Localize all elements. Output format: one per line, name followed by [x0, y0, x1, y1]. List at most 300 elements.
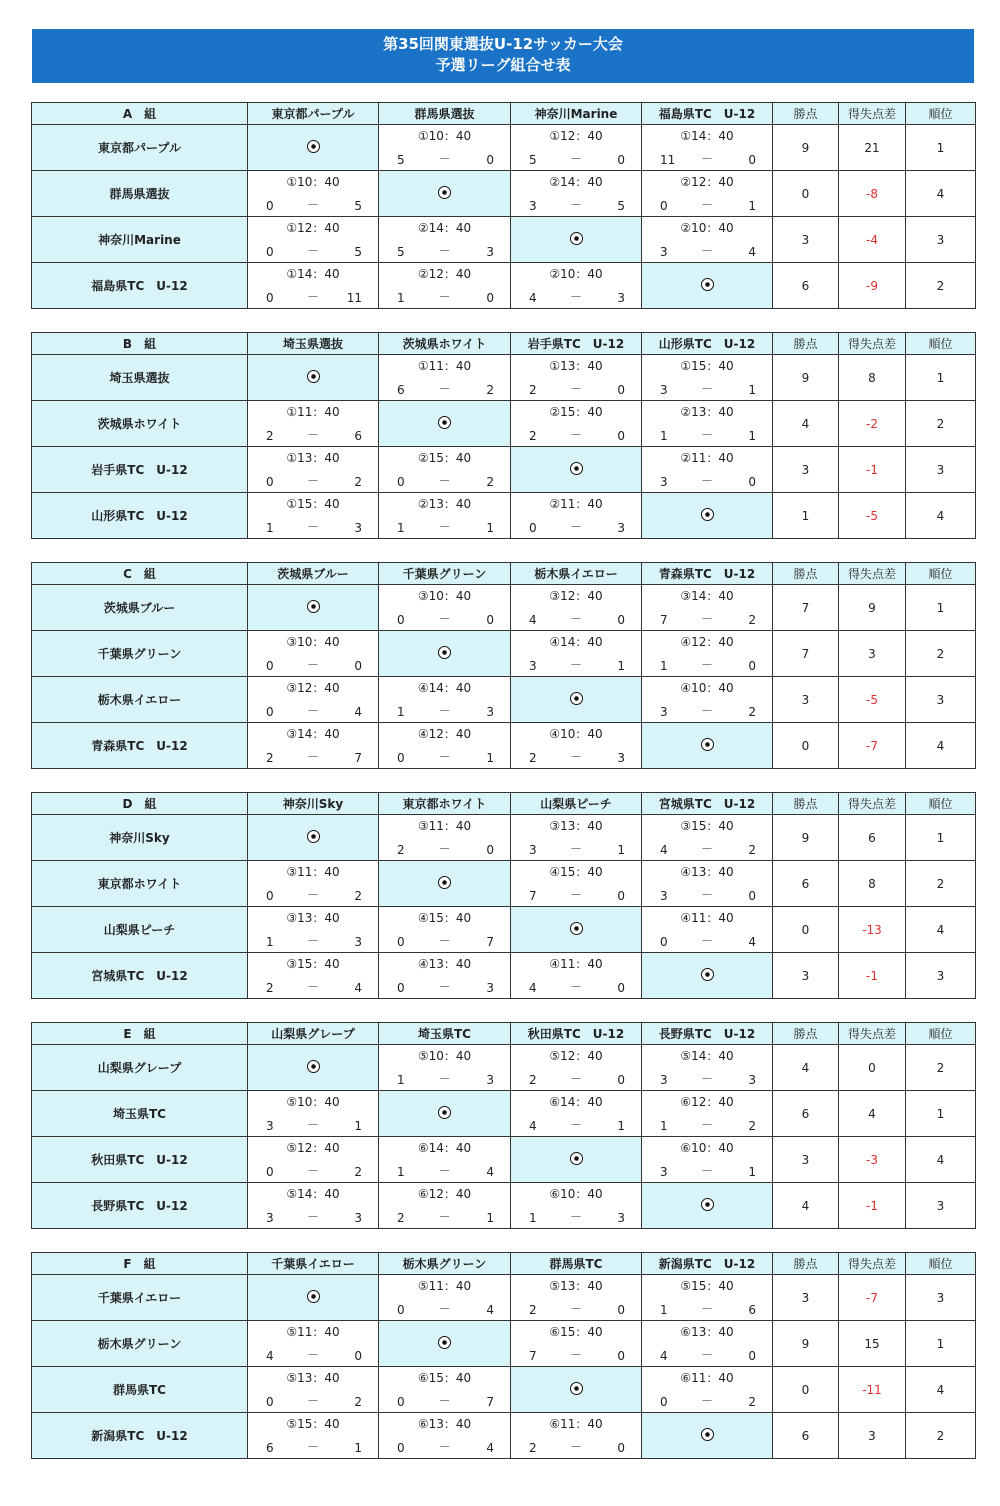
score-dash: － [438, 704, 451, 718]
soccer-ball-icon [570, 462, 583, 475]
score-away: 4 [748, 935, 756, 949]
score-dash: － [700, 198, 713, 212]
points-value: 0 [773, 907, 839, 953]
match-cell [379, 723, 511, 769]
match-cell [642, 447, 773, 493]
self-match-cell [248, 355, 379, 401]
soccer-ball-icon [307, 600, 320, 613]
match-cell [642, 861, 773, 907]
row-team-name: 青森県TC U-12 [32, 723, 248, 769]
match-cell [248, 1413, 379, 1459]
score-away: 1 [486, 521, 494, 535]
table-row [32, 1413, 976, 1459]
score-home: 2 [397, 843, 405, 857]
score-dash: － [569, 1118, 582, 1132]
match-time: ④10：40 [549, 727, 603, 741]
score-home: 0 [266, 199, 274, 213]
score-home: 0 [397, 1395, 405, 1409]
row-team-name: 岩手県TC U-12 [32, 447, 248, 493]
match-cell [511, 263, 642, 309]
goal-diff-value: -11 [839, 1367, 906, 1413]
score-dash: － [306, 704, 319, 718]
match-cell [642, 1091, 773, 1137]
soccer-ball-icon [570, 692, 583, 705]
goal-diff-value: 3 [839, 1413, 906, 1459]
score-away: 0 [748, 659, 756, 673]
match-cell [248, 861, 379, 907]
score-home: 2 [397, 1211, 405, 1225]
score-away: 2 [748, 613, 756, 627]
soccer-ball-icon [438, 186, 451, 199]
points-value: 4 [773, 401, 839, 447]
match-time: ②13：40 [680, 405, 734, 419]
score-away: 5 [354, 245, 362, 259]
score-home: 1 [660, 429, 668, 443]
score-dash: － [700, 704, 713, 718]
score-home: 0 [660, 935, 668, 949]
score-dash: － [438, 290, 451, 304]
row-team-name: 千葉県イエロー [32, 1275, 248, 1321]
self-match-cell [642, 723, 773, 769]
group-table [31, 1022, 975, 1229]
points-value: 0 [773, 171, 839, 217]
score-dash: － [438, 382, 451, 396]
score-dash: － [569, 750, 582, 764]
points-header: 勝点 [773, 103, 839, 125]
score-away: 3 [617, 521, 625, 535]
match-cell [248, 1183, 379, 1229]
score-dash: － [700, 244, 713, 258]
match-cell [511, 1413, 642, 1459]
match-time: ②10：40 [680, 221, 734, 235]
row-team-name: 埼玉県選抜 [32, 355, 248, 401]
score-dash: － [700, 934, 713, 948]
table-row [32, 907, 976, 953]
group-table [31, 102, 975, 309]
score-dash: － [306, 1348, 319, 1362]
goal-diff-value: -1 [839, 1183, 906, 1229]
points-value: 9 [773, 1321, 839, 1367]
match-cell [511, 1045, 642, 1091]
goal-diff-value: -2 [839, 401, 906, 447]
match-time: ②14：40 [549, 175, 603, 189]
score-dash: － [569, 888, 582, 902]
rank-value: 1 [906, 125, 976, 171]
match-time: ⑤14：40 [286, 1187, 340, 1201]
goal-diff-value: 3 [839, 631, 906, 677]
match-cell [379, 953, 511, 999]
score-home: 5 [529, 153, 537, 167]
match-time: ①12：40 [549, 129, 603, 143]
match-time: ④11：40 [549, 957, 603, 971]
self-match-cell [642, 263, 773, 309]
match-time: ⑤12：40 [549, 1049, 603, 1063]
group-table [31, 1252, 975, 1459]
goal-diff-header: 得失点差 [839, 563, 906, 585]
self-match-cell [379, 861, 511, 907]
self-match-cell [511, 1367, 642, 1413]
soccer-ball-icon [438, 416, 451, 429]
score-home: 3 [660, 1165, 668, 1179]
score-dash: － [569, 382, 582, 396]
row-team-name: 長野県TC U-12 [32, 1183, 248, 1229]
self-match-cell [248, 815, 379, 861]
score-dash: － [306, 1118, 319, 1132]
rank-value: 2 [906, 861, 976, 907]
match-cell [248, 493, 379, 539]
table-row [32, 1045, 976, 1091]
match-cell [248, 1367, 379, 1413]
match-cell [379, 1045, 511, 1091]
goal-diff-value: -5 [839, 677, 906, 723]
points-value: 0 [773, 723, 839, 769]
points-header: 勝点 [773, 563, 839, 585]
score-dash: － [438, 1440, 451, 1454]
match-time: ③11：40 [417, 819, 472, 833]
match-cell [379, 447, 511, 493]
score-home: 4 [660, 843, 668, 857]
row-team-name: 山梨県ピーチ [32, 907, 248, 953]
score-away: 2 [354, 475, 362, 489]
score-home: 0 [660, 1395, 668, 1409]
score-home: 3 [529, 199, 537, 213]
goal-diff-value: 9 [839, 585, 906, 631]
score-dash: － [700, 1072, 713, 1086]
table-row [32, 677, 976, 723]
match-cell [379, 815, 511, 861]
points-value: 4 [773, 1183, 839, 1229]
score-away: 1 [617, 659, 625, 673]
score-home: 1 [266, 935, 274, 949]
goal-diff-value: 8 [839, 355, 906, 401]
soccer-ball-icon [438, 876, 451, 889]
score-dash: － [569, 290, 582, 304]
match-cell [642, 815, 773, 861]
score-away: 4 [354, 981, 362, 995]
score-home: 2 [266, 751, 274, 765]
score-dash: － [306, 428, 319, 442]
goal-diff-value: -5 [839, 493, 906, 539]
score-dash: － [438, 1164, 451, 1178]
self-match-cell [642, 1183, 773, 1229]
rank-value: 4 [906, 493, 976, 539]
goal-diff-header: 得失点差 [839, 1253, 906, 1275]
score-dash: － [700, 1348, 713, 1362]
score-dash: － [700, 888, 713, 902]
score-away: 0 [486, 291, 494, 305]
column-team-header: 神奈川Marine [511, 103, 642, 125]
score-home: 0 [397, 475, 405, 489]
table-row [32, 125, 976, 171]
self-match-cell [379, 171, 511, 217]
rank-value: 3 [906, 1275, 976, 1321]
table-row [32, 1367, 976, 1413]
points-header: 勝点 [773, 333, 839, 355]
self-match-cell [248, 1275, 379, 1321]
soccer-ball-icon [701, 1198, 714, 1211]
rank-value: 4 [906, 1367, 976, 1413]
match-cell [248, 263, 379, 309]
score-home: 0 [397, 613, 405, 627]
score-home: 4 [660, 1349, 668, 1363]
rank-value: 4 [906, 1137, 976, 1183]
score-home: 4 [529, 613, 537, 627]
table-row [32, 861, 976, 907]
score-home: 4 [529, 1119, 537, 1133]
match-time: ③10：40 [286, 635, 340, 649]
rank-header: 順位 [906, 333, 976, 355]
score-home: 2 [529, 383, 537, 397]
score-away: 4 [486, 1303, 494, 1317]
match-cell [511, 723, 642, 769]
score-home: 3 [660, 705, 668, 719]
score-away: 2 [354, 889, 362, 903]
score-dash: － [306, 198, 319, 212]
rank-header: 順位 [906, 563, 976, 585]
score-away: 0 [617, 383, 625, 397]
column-team-header: 山形県TC U-12 [642, 333, 773, 355]
match-cell [511, 493, 642, 539]
points-value: 6 [773, 263, 839, 309]
group-tables [31, 102, 975, 1482]
score-home: 0 [266, 889, 274, 903]
match-time: ⑥15：40 [549, 1325, 603, 1339]
row-team-name: 宮城県TC U-12 [32, 953, 248, 999]
score-dash: － [569, 842, 582, 856]
points-value: 4 [773, 1045, 839, 1091]
match-time: ⑥14：40 [549, 1095, 603, 1109]
score-dash: － [700, 658, 713, 672]
score-away: 0 [617, 981, 625, 995]
soccer-ball-icon [307, 1290, 320, 1303]
score-away: 1 [486, 751, 494, 765]
score-home: 3 [660, 383, 668, 397]
match-time: ②11：40 [549, 497, 603, 511]
table-row [32, 1183, 976, 1229]
score-away: 3 [486, 245, 494, 259]
column-team-header: 栃木県グリーン [379, 1253, 511, 1275]
score-dash: － [438, 474, 451, 488]
score-dash: － [569, 520, 582, 534]
score-away: 3 [617, 1211, 625, 1225]
score-away: 2 [354, 1165, 362, 1179]
match-cell [248, 1321, 379, 1367]
match-cell [379, 1367, 511, 1413]
score-dash: － [569, 428, 582, 442]
soccer-ball-icon [570, 1152, 583, 1165]
score-away: 5 [617, 199, 625, 213]
match-time: ⑥11：40 [549, 1417, 603, 1431]
score-dash: － [569, 1440, 582, 1454]
points-value: 3 [773, 953, 839, 999]
score-away: 2 [486, 475, 494, 489]
group-table [31, 562, 975, 769]
points-value: 6 [773, 1413, 839, 1459]
score-away: 0 [486, 613, 494, 627]
match-cell [379, 355, 511, 401]
group-name: F 組 [32, 1253, 248, 1275]
goal-diff-value: 0 [839, 1045, 906, 1091]
rank-value: 3 [906, 677, 976, 723]
match-cell [642, 171, 773, 217]
match-cell [642, 1275, 773, 1321]
match-cell [642, 1137, 773, 1183]
match-time: ①15：40 [680, 359, 734, 373]
match-time: ④10：40 [680, 681, 734, 695]
score-dash: － [306, 474, 319, 488]
match-time: ⑤15：40 [680, 1279, 734, 1293]
row-team-name: 山梨県グレープ [32, 1045, 248, 1091]
match-cell [642, 1045, 773, 1091]
score-away: 0 [748, 475, 756, 489]
points-value: 7 [773, 631, 839, 677]
match-time: ④14：40 [417, 681, 472, 695]
table-row [32, 1091, 976, 1137]
match-time: ④12：40 [680, 635, 734, 649]
match-time: ①13：40 [549, 359, 603, 373]
score-away: 4 [354, 705, 362, 719]
rank-value: 2 [906, 631, 976, 677]
score-away: 2 [486, 383, 494, 397]
match-time: ③12：40 [549, 589, 603, 603]
goal-diff-value: -1 [839, 953, 906, 999]
match-time: ③14：40 [680, 589, 734, 603]
match-cell [379, 263, 511, 309]
table-row [32, 263, 976, 309]
table-row [32, 447, 976, 493]
score-away: 0 [748, 889, 756, 903]
score-away: 1 [617, 1119, 625, 1133]
table-row [32, 1275, 976, 1321]
score-home: 0 [397, 751, 405, 765]
table-row [32, 171, 976, 217]
match-cell [379, 125, 511, 171]
score-away: 0 [617, 429, 625, 443]
match-cell [642, 1321, 773, 1367]
match-cell [248, 401, 379, 447]
soccer-ball-icon [307, 370, 320, 383]
soccer-ball-icon [701, 968, 714, 981]
soccer-ball-icon [570, 1382, 583, 1395]
self-match-cell [511, 447, 642, 493]
rank-value: 3 [906, 1183, 976, 1229]
match-time: ⑥12：40 [680, 1095, 734, 1109]
score-home: 2 [529, 751, 537, 765]
column-team-header: 青森県TC U-12 [642, 563, 773, 585]
score-home: 3 [660, 889, 668, 903]
score-home: 7 [660, 613, 668, 627]
match-cell [511, 1275, 642, 1321]
score-dash: － [569, 1348, 582, 1362]
score-away: 1 [748, 199, 756, 213]
row-team-name: 茨城県ブルー [32, 585, 248, 631]
column-team-header: 千葉県グリーン [379, 563, 511, 585]
column-team-header: 埼玉県TC [379, 1023, 511, 1045]
points-value: 9 [773, 355, 839, 401]
match-time: ⑤13：40 [286, 1371, 340, 1385]
points-value: 3 [773, 1275, 839, 1321]
goal-diff-value: 6 [839, 815, 906, 861]
score-home: 4 [529, 291, 537, 305]
column-team-header: 神奈川Sky [248, 793, 379, 815]
score-dash: － [306, 934, 319, 948]
rank-value: 3 [906, 953, 976, 999]
goal-diff-value: -13 [839, 907, 906, 953]
goal-diff-value: 21 [839, 125, 906, 171]
match-time: ⑤10：40 [417, 1049, 472, 1063]
row-team-name: 栃木県イエロー [32, 677, 248, 723]
goal-diff-value: -3 [839, 1137, 906, 1183]
rank-header: 順位 [906, 1023, 976, 1045]
score-home: 7 [529, 1349, 537, 1363]
match-cell [642, 907, 773, 953]
score-home: 0 [266, 245, 274, 259]
score-away: 3 [617, 291, 625, 305]
match-time: ①10：40 [417, 129, 472, 143]
row-team-name: 東京都ホワイト [32, 861, 248, 907]
match-cell [379, 1183, 511, 1229]
match-cell [379, 677, 511, 723]
match-time: ①12：40 [286, 221, 340, 235]
rank-value: 2 [906, 1413, 976, 1459]
score-dash: － [306, 1394, 319, 1408]
score-dash: － [438, 1394, 451, 1408]
row-team-name: 福島県TC U-12 [32, 263, 248, 309]
points-value: 6 [773, 861, 839, 907]
score-home: 5 [397, 153, 405, 167]
column-team-header: 千葉県イエロー [248, 1253, 379, 1275]
points-value: 9 [773, 125, 839, 171]
score-home: 2 [266, 429, 274, 443]
match-time: ③13：40 [286, 911, 340, 925]
score-home: 2 [529, 1303, 537, 1317]
score-dash: － [306, 290, 319, 304]
column-team-header: 長野県TC U-12 [642, 1023, 773, 1045]
match-cell [511, 815, 642, 861]
score-away: 0 [486, 843, 494, 857]
score-home: 3 [660, 475, 668, 489]
score-away: 6 [354, 429, 362, 443]
column-team-header: 茨城県ブルー [248, 563, 379, 585]
match-cell [248, 953, 379, 999]
match-cell [642, 401, 773, 447]
score-away: 4 [748, 245, 756, 259]
score-dash: － [569, 1302, 582, 1316]
soccer-ball-icon [438, 1336, 451, 1349]
score-away: 7 [486, 935, 494, 949]
match-cell [511, 953, 642, 999]
score-away: 2 [748, 1395, 756, 1409]
score-dash: － [306, 520, 319, 534]
match-time: ②12：40 [680, 175, 734, 189]
score-home: 3 [529, 659, 537, 673]
self-match-cell [248, 585, 379, 631]
row-team-name: 神奈川Sky [32, 815, 248, 861]
column-team-header: 埼玉県選抜 [248, 333, 379, 355]
score-dash: － [569, 152, 582, 166]
rank-value: 2 [906, 263, 976, 309]
match-cell [511, 355, 642, 401]
match-time: ③10：40 [417, 589, 472, 603]
score-dash: － [569, 980, 582, 994]
score-away: 4 [486, 1441, 494, 1455]
table-row [32, 585, 976, 631]
match-time: ①14：40 [680, 129, 734, 143]
rank-header: 順位 [906, 793, 976, 815]
score-dash: － [569, 658, 582, 672]
score-away: 0 [748, 1349, 756, 1363]
table-row [32, 1137, 976, 1183]
